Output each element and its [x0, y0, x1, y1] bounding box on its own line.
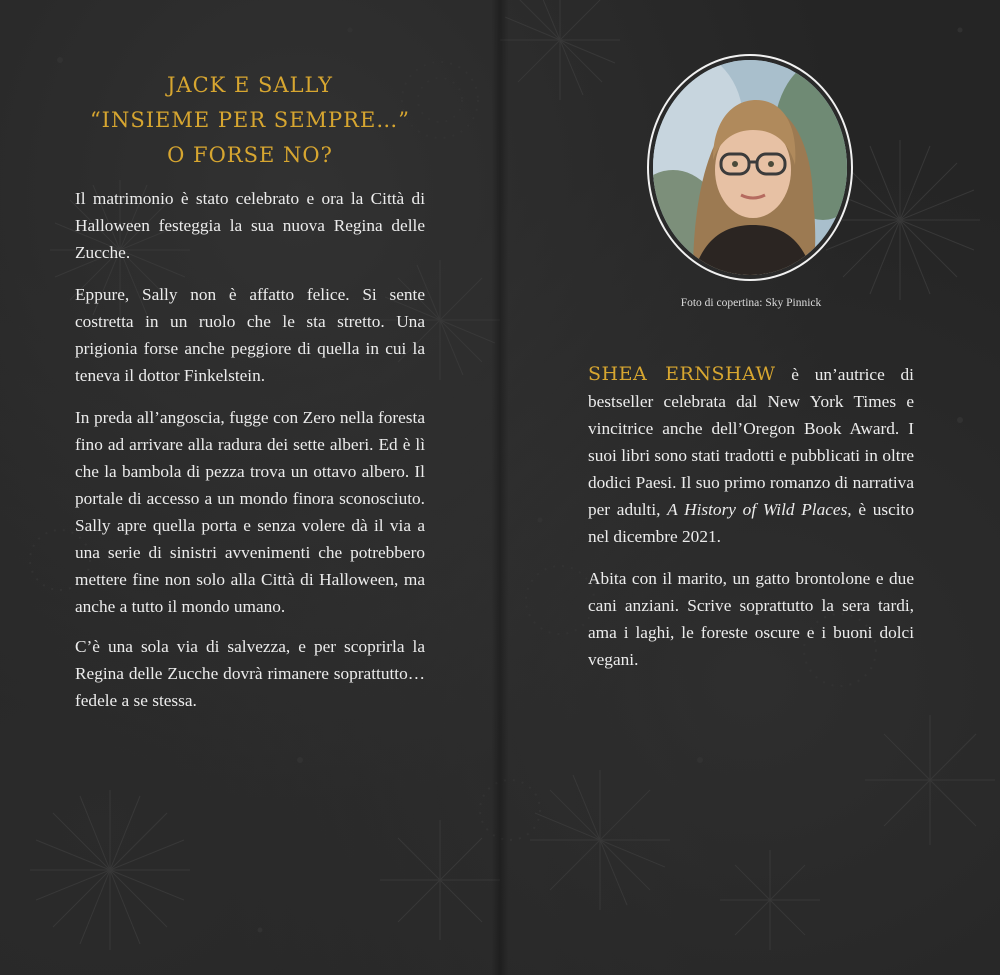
bio-paragraph: Abita con il marito, un gatto brontolone e due cani anziani. Scrive soprattutto la sera tardi, ama i laghi, le foreste oscure e i buoni dolci vegani. — [588, 569, 914, 669]
bio-text: è un’autrice di bestseller celebrata dal New York Times e vincitrice anche dell’Oregon Book Award. I suoi libri sono stati tradotti e pubblicati in oltre dodici Paesi. Il suo primo romanzo di narrativa per adulti, — [588, 365, 914, 519]
synopsis-paragraph: Eppure, Sally non è affatto felice. Si sente costretta in un ruolo che le sta stretto. Una prigionia forse anche peggiore di quella in cui la teneva il dottor Finkelstein. — [75, 285, 425, 385]
synopsis-headline — [75, 68, 425, 173]
bio-text: , è uscito nel dicembre 2021. — [588, 500, 914, 546]
headline-line-1: JACK E SALLY — [167, 73, 333, 97]
book-gutter — [492, 0, 508, 975]
headline-line-2: “INSIEME PER SEMPRE…” — [89, 108, 411, 132]
author-portrait-icon — [653, 60, 847, 275]
author-name: SHEA ERNSHAW — [588, 363, 776, 385]
author-bio — [588, 361, 914, 688]
synopsis-paragraph: C’è una sola via di salvezza, e per scoprirla la Regina delle Zucche dovrà rimanere soprattutto… fedele a se stessa. — [75, 637, 425, 710]
author-portrait-frame — [647, 54, 853, 281]
synopsis-paragraph: In preda all’angoscia, fugge con Zero nella foresta fino ad arrivare alla radura dei sette alberi. Ed è lì che la bambola di pezza trova un ottavo albero. Il portale di accesso a un mondo finora sconosciuto. Sally apre quella porta e senza volere dà il via a una serie di sinistri avvenimenti che potrebbero mettere fine non solo alla Città di Halloween, ma anche a tutto il mondo umano. — [75, 408, 425, 616]
book-title: A History of Wild Places — [667, 500, 848, 519]
synopsis-paragraph: Il matrimonio è stato celebrato e ora la Città di Halloween festeggia la sua nuova Regina delle Zucche. — [75, 189, 425, 262]
photo-credit: Foto di copertina: Sky Pinnick — [680, 297, 822, 309]
bio-paragraph — [588, 361, 914, 550]
headline-line-3: O FORSE NO? — [167, 143, 333, 167]
back-flap-synopsis — [75, 68, 425, 729]
